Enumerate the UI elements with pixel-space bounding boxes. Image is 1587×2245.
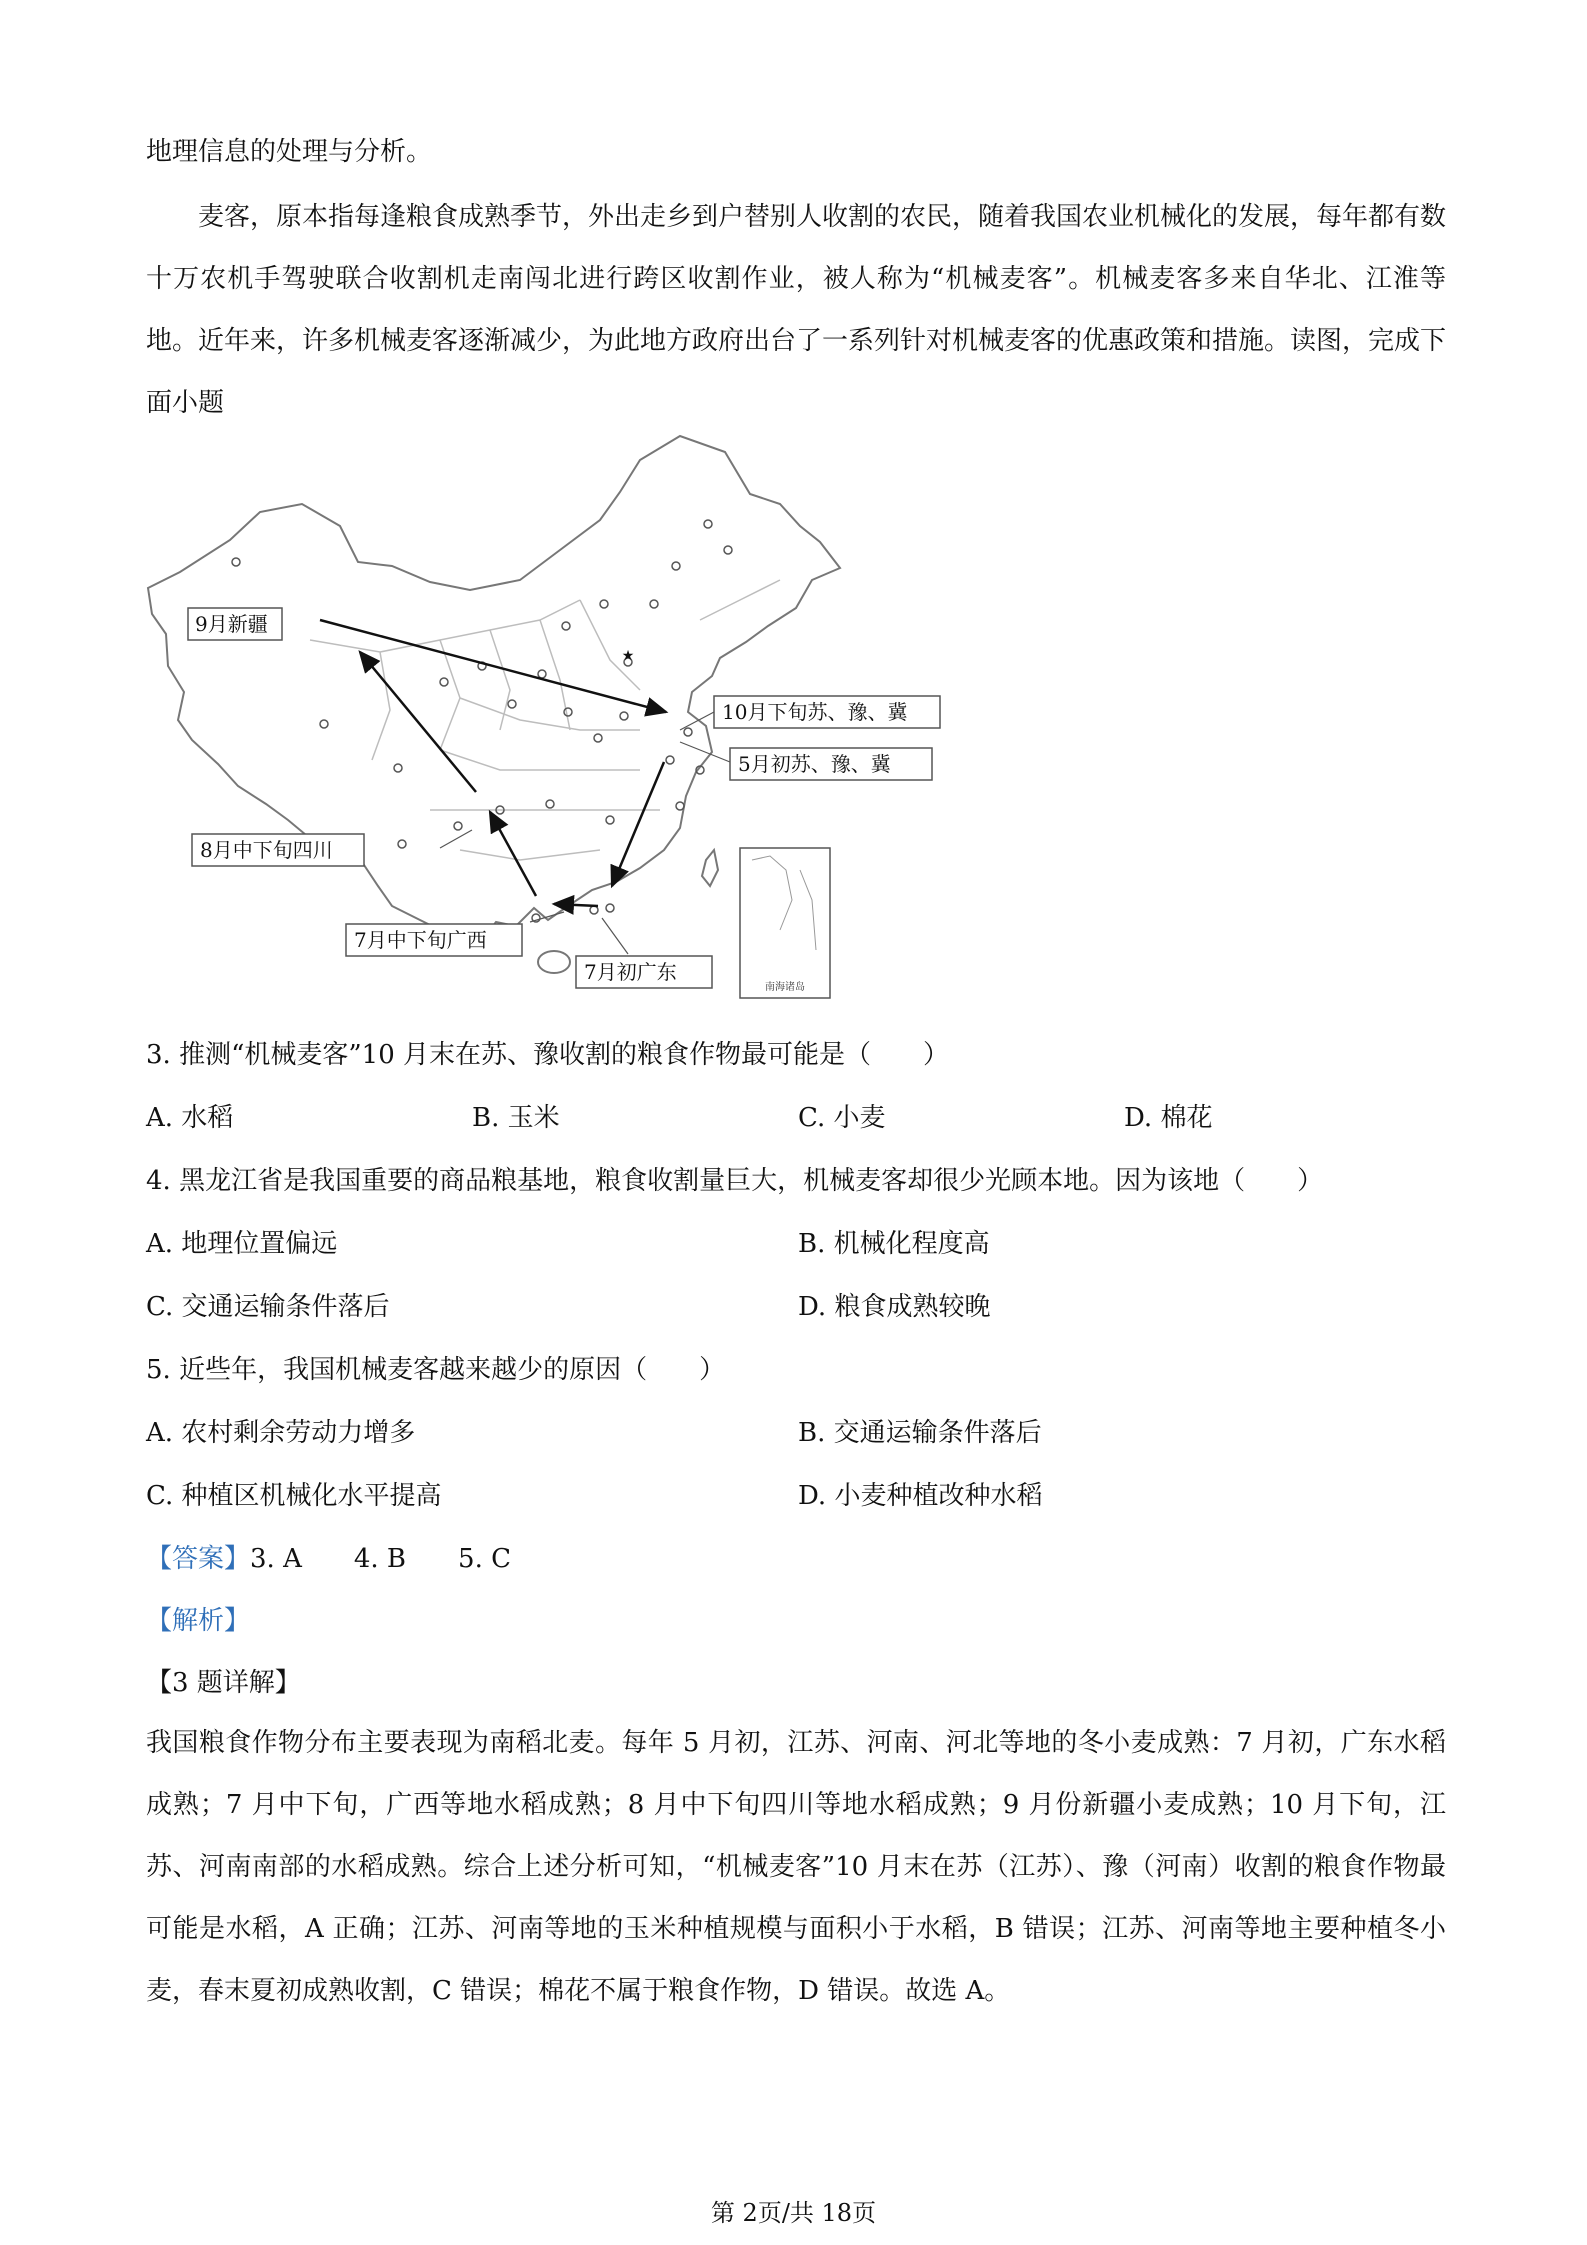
question-4-stem: 4. 黑龙江省是我国重要的商品粮基地，粮食收割量巨大，机械麦客却很少光顾本地。因为该地（ ） [146, 1166, 1324, 1196]
label-oct: 10月下旬苏、豫、冀 [722, 700, 908, 724]
q5-option-c[interactable]: C. 种植区机械化水平提高 [146, 1481, 442, 1511]
inset-label: 南海诸岛 [765, 982, 805, 993]
q4-option-a[interactable]: A. 地理位置偏远 [146, 1229, 338, 1259]
detail-label: 【3 题详解】 [146, 1668, 301, 1698]
q5-option-d[interactable]: D. 小麦种植改种水稻 [798, 1481, 1043, 1511]
q4-option-c[interactable]: C. 交通运输条件落后 [146, 1292, 390, 1322]
question-5-stem: 5. 近些年，我国机械麦客越来越少的原因（ ） [146, 1355, 726, 1385]
province-lines [310, 580, 780, 860]
answer-line [146, 1544, 511, 1574]
china-harvest-route-map [140, 430, 980, 1010]
arrow-guangdong-to-guangxi [554, 904, 598, 906]
label-sichuan: 8月中下旬四川 [200, 838, 333, 862]
explanation-paragraph: 我国粮食作物分布主要表现为南稻北麦。每年 5 月初，江苏、河南、河北等地的冬小麦成熟：7 月初，广东水稻成熟；7 月中下旬，广西等地水稻成熟；8 月中下旬四川等地水稻成熟；9 月份新疆小麦成熟；10 月下旬，江苏、河南南部的水稻成熟。综合上述分析可知，“机械麦客”10 月末在苏（江苏）、豫（河南）收割的粮食作物最可能是水稻，A 正确；江苏、河南等地的玉米种植规模与面积小于水稻，B 错误；江苏、河南等地主要种植冬小麦，春末夏初成熟收割，C 错误；棉花不属于粮食作物，D 错误。故选 A。 [146, 1728, 1446, 2006]
capital-star: ★ [621, 648, 635, 664]
answer-text: 3. A 4. B 5. C [250, 1544, 512, 1574]
arrow-sichuan-to-xinjiang [360, 652, 476, 792]
page-footer: 第 2页/共 18页 [710, 2199, 877, 2227]
label-xinjiang: 9月新疆 [195, 612, 268, 636]
taiwan-island [702, 850, 718, 886]
label-guangxi: 7月中下旬广西 [354, 928, 487, 952]
harvest-route-arrows [320, 620, 666, 906]
q4-option-d[interactable]: D. 粮食成熟较晚 [798, 1292, 991, 1322]
q5-option-a[interactable]: A. 农村剩余劳动力增多 [146, 1418, 416, 1448]
q3-option-b[interactable]: B. 玉米 [472, 1103, 560, 1133]
q3-option-d[interactable]: D. 棉花 [1124, 1103, 1213, 1133]
label-may: 5月初苏、豫、冀 [738, 752, 891, 776]
stem-paragraph: 麦客，原本指每逢粮食成熟季节，外出走乡到户替别人收割的农民，随着我国农业机械化的发展，每年都有数十万农机手驾驶联合收割机走南闯北进行跨区收割作业，被人称为“机械麦客”。机械麦客多来自华北、江淮等地。近年来，许多机械麦客逐渐减少，为此地方政府出台了一系列针对机械麦客的优惠政策和措施。读图，完成下面小题 [146, 202, 1447, 418]
hainan-island [538, 951, 570, 973]
south-china-sea-inset [740, 848, 830, 998]
answer-label: 【答案】 [146, 1544, 251, 1574]
arrow-may-to-guangdong [612, 762, 664, 886]
intro-tail: 地理信息的处理与分析。 [146, 137, 433, 167]
q5-option-b[interactable]: B. 交通运输条件落后 [798, 1418, 1042, 1448]
analysis-label: 【解析】 [146, 1606, 251, 1636]
label-guangdong: 7月初广东 [584, 960, 677, 984]
q3-option-c[interactable]: C. 小麦 [798, 1103, 886, 1133]
question-3-stem: 3. 推测“机械麦客”10 月末在苏、豫收割的粮食作物最可能是（ ） [146, 1040, 950, 1070]
q4-option-b[interactable]: B. 机械化程度高 [798, 1229, 990, 1259]
arrow-guangxi-to-sichuan [490, 812, 536, 896]
q3-option-a[interactable]: A. 水稻 [146, 1103, 234, 1133]
